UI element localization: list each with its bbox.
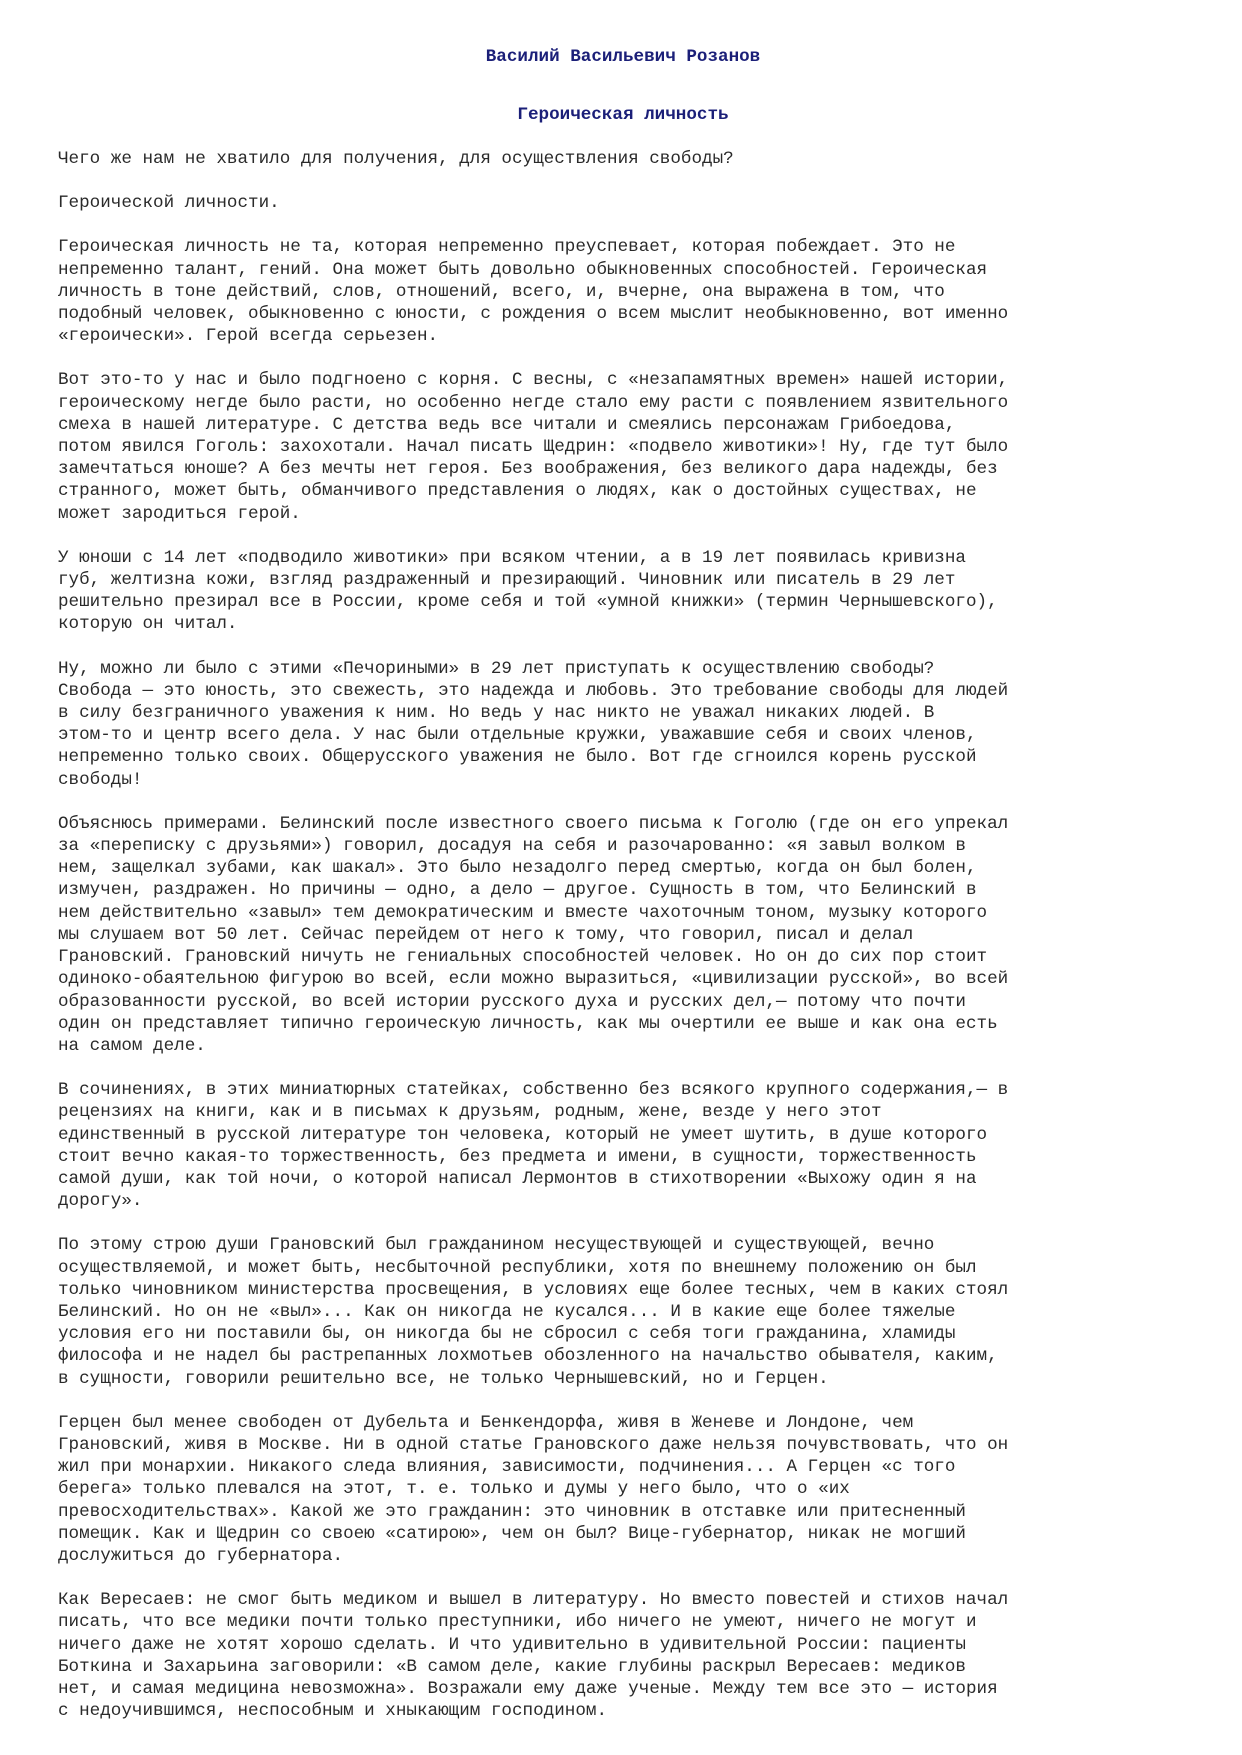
paragraph-6: Ну, можно ли было с этими «Печориными» в 29 лет приступать к осуществлению свободы? Свобода — это юность, это свежесть, это надежда и любовь. Это требование свободы для людей в силу безграничного уважения к ним. Но ведь у нас никто не уважал никаких людей. В этом-то и центр всего дела. У нас были отдельные кружки, уважавшие себя и своих членов, непременно только своих. Общерусского уважения не было. Вот где сгноился корень русской свободы!	[58, 658, 1009, 790]
paragraph-11: Как Вересаев: не смог быть медиком и вышел в литературу. Но вместо повестей и стихов начал писать, что все медики почти только преступники, ибо ничего не умеют, ничего не могут и ничего даже не хотят хорошо сделать. И что удивительно в удивительной России: пациенты Боткина и Захарьина заговорили: «В самом деле, какие глубины раскрыл Вересаев: медиков нет, и самая медицина невозможна». Возражали ему даже ученые. Между тем все это — история с недоучившимся, неспособным и хныкающим господином.	[58, 1590, 1009, 1722]
paragraph-4: Вот это-то у нас и было подгноено с корня. С весны, с «незапамятных времен» нашей истории, героическому негде было расти, но особенно негде стало ему расти с появлением язвительного смеха в нашей литературе. С детства ведь все читали и смеялись персонажам Грибоедова, потом явился Гоголь: захохотали. Начал писать Щедрин: «подвело животики»! Ну, где тут было замечтаться юноше? А без мечты нет героя. Без воображения, без великого дара надежды, без странного, может быть, обманчивого представления о людях, как о достойных существах, не может зародиться герой.	[58, 370, 1009, 524]
paragraph-2: Героической личности.	[58, 193, 280, 214]
document-title: Героическая личность	[517, 105, 729, 125]
paragraph-7: Объяснюсь примерами. Белинский после известного своего письма к Гоголю (где он его упрекал за «переписку с друзьями») говорил, досадуя на себя и разочарованно: «я завыл волком в нем, защелкал зубами, как шакал». Это было незадолго перед смертью, когда он был болен, измучен, раздражен. Но причины — одно, а дело — другое. Сущность в том, что Белинский в нем действительно «завыл» тем демократическим и вместе чахоточным тоном, музыку которого мы слушаем вот 50 лет. Сейчас перейдем от него к тому, что говорил, писал и делал Грановский. Грановский ничуть не гениальных способностей человек. Но он до сих пор стоит одиноко-обаятельною фигурою во всей, если можно выразиться, «цивилизации русской», во всей образованности русской, во всей истории русского духа и русских дел,— потому что почти один он представляет типично героическую личность, как мы очертили ее выше и как она есть на самом деле.	[58, 813, 1009, 1056]
document-page	[58, 42, 1188, 1744]
author-name: Василий Васильевич Розанов	[485, 47, 761, 67]
paragraph-9: По этому строю души Грановский был гражданином несуществующей и существующей, вечно осуществляемой, и может быть, несбыточной республики, хотя по внешнему положению он был только чиновником министерства просвещения, в условиях еще более тесных, чем в каких стоял Белинский. Но он не «выл»... Как он никогда не кусался... И в какие еще более тяжелые условия его ни поставили бы, он никогда бы не сбросил с себя тоги гражданина, хламиды философа и не надел бы растрепанных лохмотьев обозленного на начальство обывателя, каким, в сущности, говорили решительно все, не только Чернышевский, но и Герцен.	[58, 1235, 1009, 1389]
paragraph-10: Герцен был менее свободен от Дубельта и Бенкендорфа, живя в Женеве и Лондоне, чем Грановский, живя в Москве. Ни в одной статье Грановского даже нельзя почувствовать, что он жил при монархии. Никакого следа влияния, зависимости, подчинения... А Герцен «с того берега» только плевался на этот, т. е. только и думы у него было, что о «их превосходительствах». Какой же это гражданин: это чиновник в отставке или притесненный помещик. Как и Щедрин со своею «сатирою», чем он был? Вице-губернатор, никак не могший дослужиться до губернатора.	[58, 1412, 1009, 1566]
paragraph-8: В сочинениях, в этих миниатюрных статейках, собственно без всякого крупного содержания,— в рецензиях на книги, как и в письмах к друзьям, родным, жене, везде у него этот единственный в русской литературе тон человека, который не умеет шутить, в душе которого стоит вечно какая-то торжественность, без предмета и имени, в сущности, торжественность самой души, как той ночи, о которой написал Лермонтов в стихотворении «Выхожу один я на дорогу».	[58, 1080, 1009, 1212]
paragraph-1: Чего же нам не хватило для получения, для осуществления свободы?	[58, 149, 734, 169]
paragraph-5: У юноши с 14 лет «подводило животики» при всяком чтении, а в 19 лет появилась кривизна губ, желтизна кожи, взгляд раздраженный и презирающий. Чиновник или писатель в 29 лет решительно презирал все в России, кроме себя и той «умной книжки» (термин Чернышевского), которую он читал.	[58, 547, 998, 635]
paragraph-3: Героическая личность не та, которая непременно преуспевает, которая побеждает. Это не непременно талант, гений. Она может быть довольно обыкновенных способностей. Героическая личность в тоне действий, слов, отношений, всего, и, вчерне, она выражена в том, что подобный человек, обыкновенно с юности, с рождения о всем мыслит необыкновенно, вот именно «героически». Герой всегда серьезен.	[58, 237, 1009, 347]
